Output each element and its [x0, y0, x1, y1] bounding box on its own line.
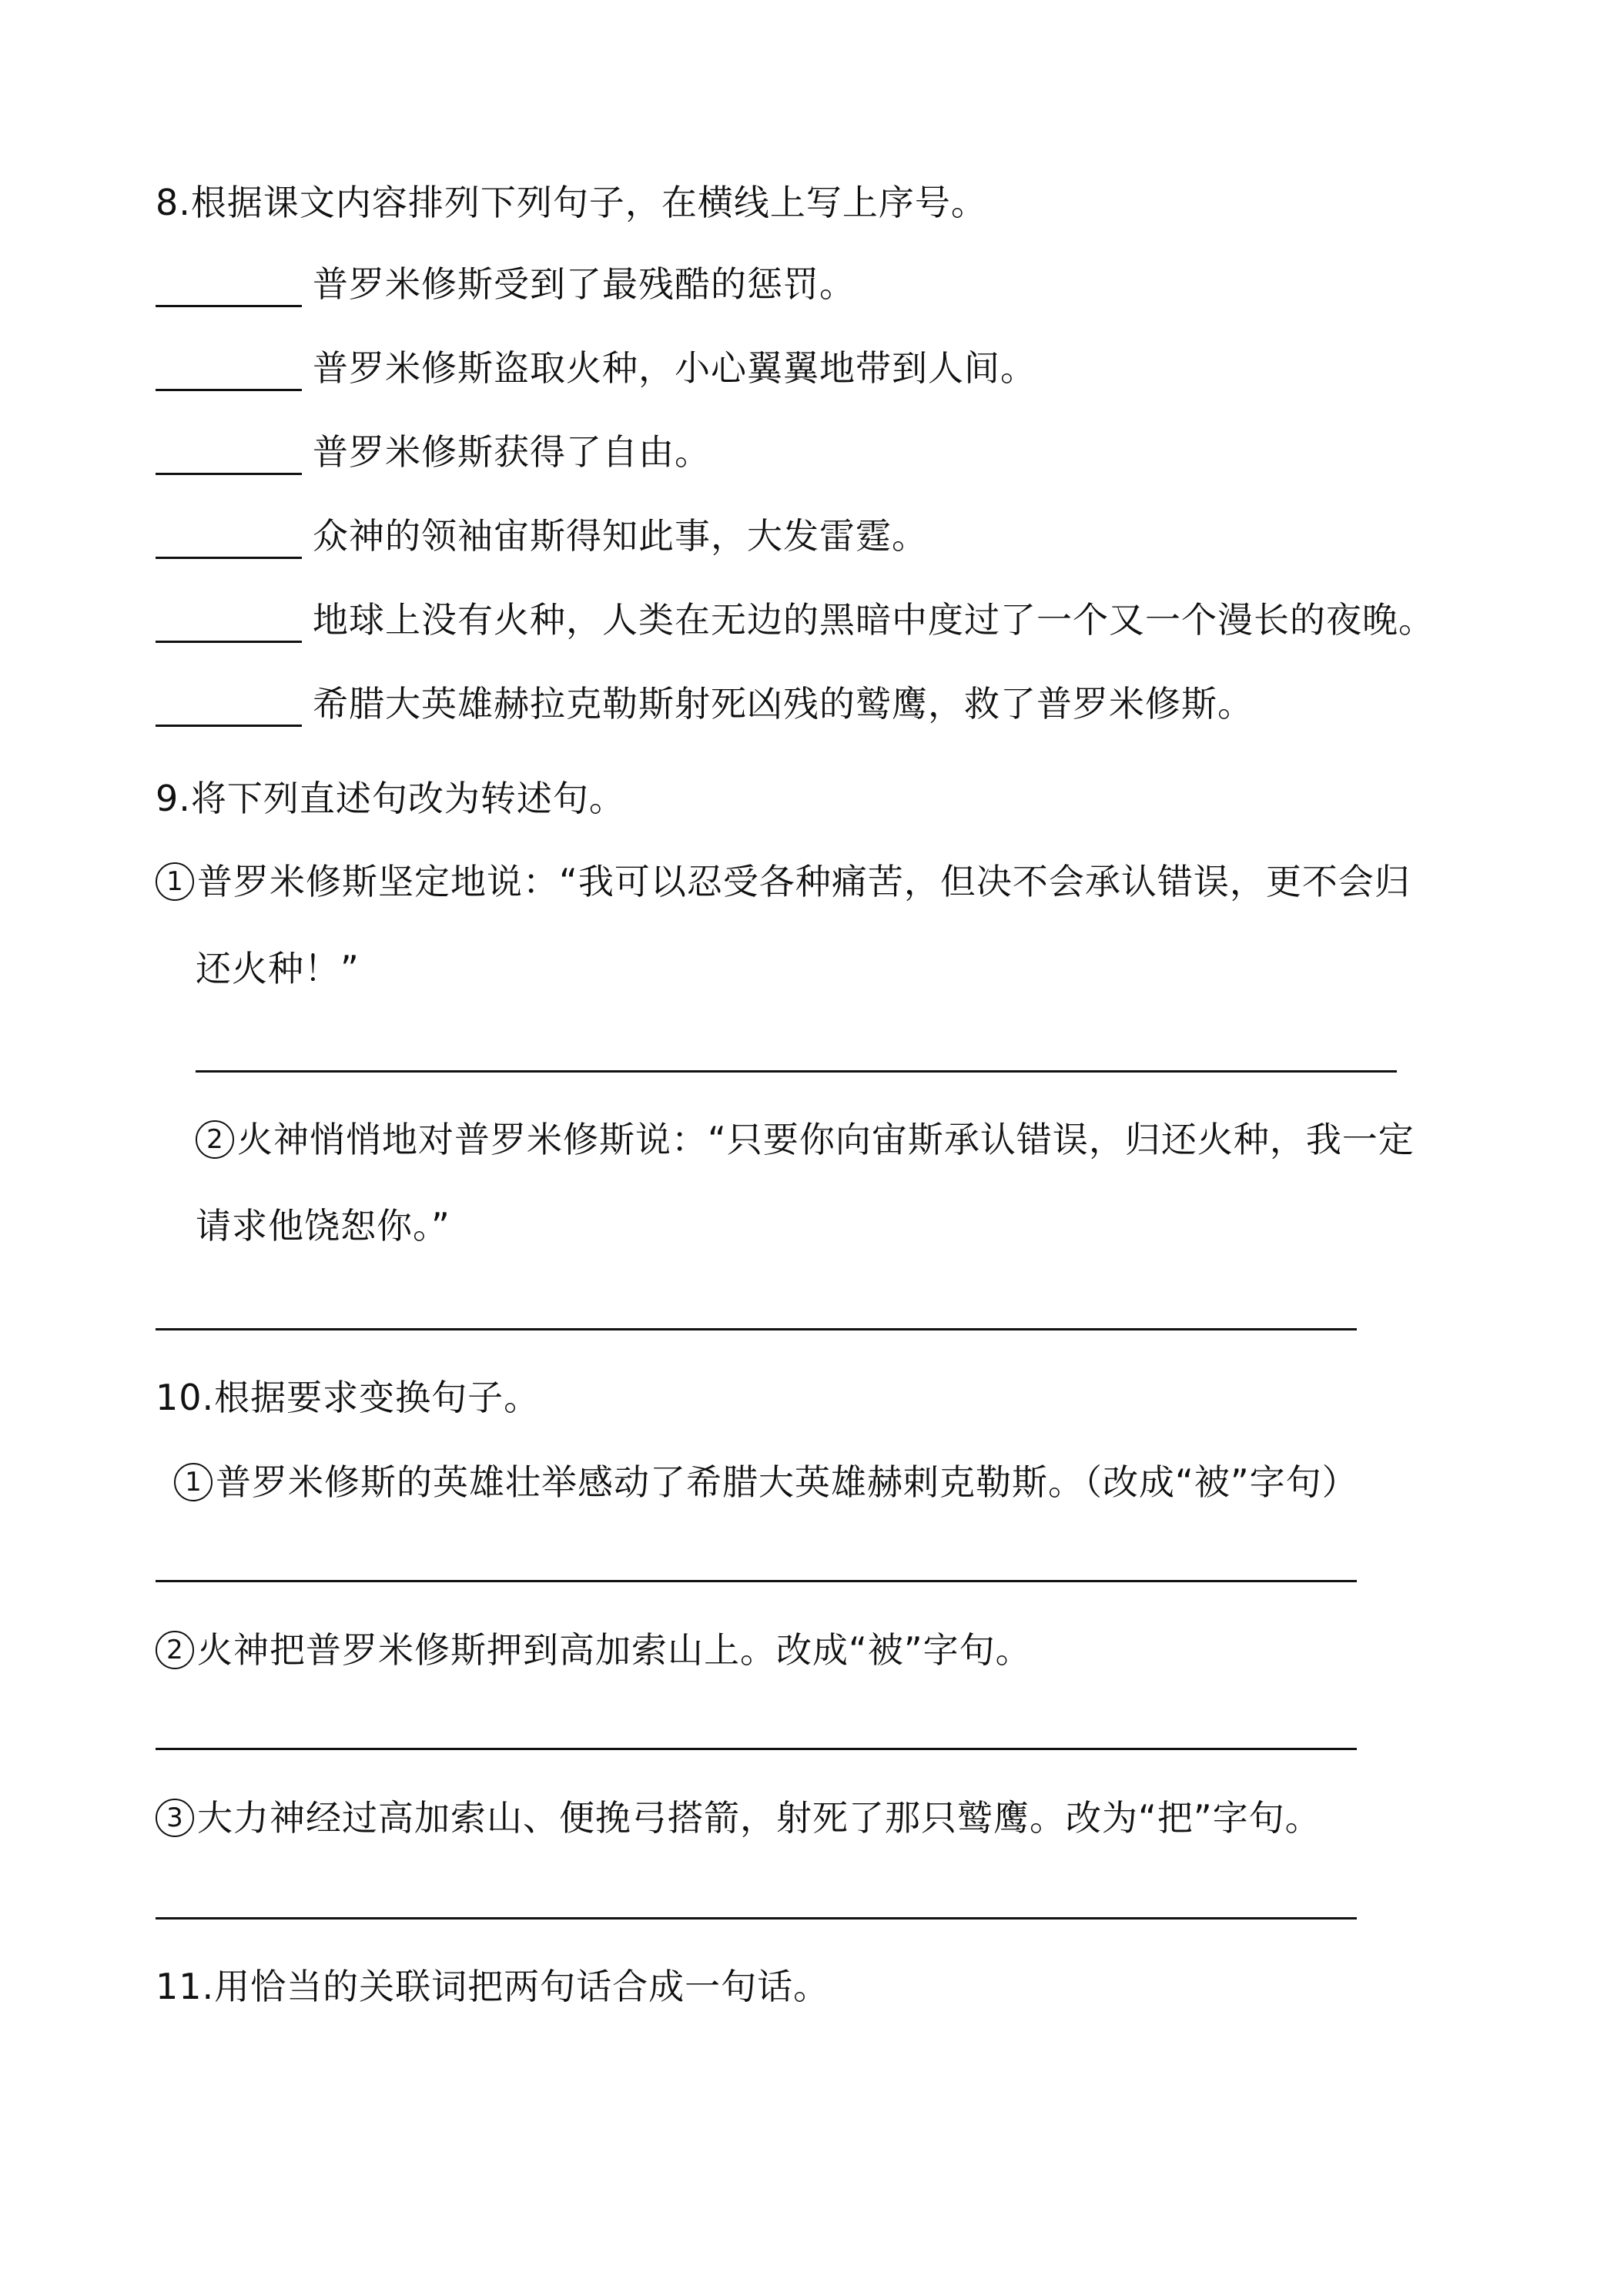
q9-item-1-line-1 [156, 858, 1411, 905]
q9-item-2-line-2: 请求他饶恕你。” [196, 1205, 450, 1247]
q8-item-5 [156, 597, 1435, 643]
q10-item-2 [156, 1627, 1032, 1673]
q8-item-text: 地球上没有火种，人类在无边的黑暗中度过了一个又一个漫长的夜晚。 [313, 599, 1435, 641]
q10-answer-line-2[interactable] [156, 1748, 1357, 1750]
q8-title: 8.根据课文内容排列下列句子，在横线上写上序号。 [156, 182, 987, 223]
q8-item-1 [156, 261, 856, 307]
q9-item-2-line-1 [196, 1116, 1415, 1163]
q9-item-1-line-2: 还火种！” [196, 948, 360, 989]
order-blank-1[interactable] [156, 271, 302, 307]
order-blank-4[interactable] [156, 523, 302, 559]
q10-item-1 [174, 1459, 1358, 1505]
circled-number-1-icon: 1 [156, 862, 194, 901]
q8-item-2 [156, 345, 1036, 391]
q10-item-3-text: 大力神经过高加索山、便挽弓搭箭，射死了那只鹫鹰。改为“把”字句。 [197, 1797, 1321, 1839]
q11-title: 11.用恰当的关联词把两句话合成一句话。 [156, 1966, 830, 2007]
circled-number-2-icon: 2 [196, 1120, 234, 1159]
circled-number-2-icon: 2 [156, 1631, 194, 1669]
q10-item-3 [156, 1795, 1321, 1841]
order-blank-3[interactable] [156, 439, 302, 475]
q10-answer-line-1[interactable] [156, 1580, 1357, 1582]
q8-item-3 [156, 429, 711, 475]
circled-number-3-icon: 3 [156, 1799, 194, 1837]
q9-answer-line-1[interactable] [196, 1070, 1397, 1073]
q8-item-4 [156, 513, 928, 559]
q8-item-text: 众神的领袖宙斯得知此事，大发雷霆。 [313, 515, 928, 557]
q8-item-text: 希腊大英雄赫拉克勒斯射死凶残的鹫鹰，救了普罗米修斯。 [313, 683, 1254, 725]
q8-item-6 [156, 681, 1254, 727]
q10-item-1-text: 普罗米修斯的英雄壮举感动了希腊大英雄赫剌克勒斯。（改成“被”字句） [216, 1461, 1358, 1503]
q10-title: 10.根据要求变换句子。 [156, 1377, 541, 1418]
q8-item-text: 普罗米修斯盗取火种，小心翼翼地带到人间。 [313, 347, 1036, 389]
q9-answer-line-2[interactable] [156, 1328, 1357, 1330]
order-blank-5[interactable] [156, 607, 302, 643]
q8-item-text: 普罗米修斯受到了最残酷的惩罚。 [313, 263, 856, 305]
q10-answer-line-3[interactable] [156, 1917, 1357, 1919]
order-blank-6[interactable] [156, 691, 302, 727]
q10-item-2-text: 火神把普罗米修斯押到高加索山上。改成“被”字句。 [197, 1629, 1032, 1671]
order-blank-2[interactable] [156, 355, 302, 391]
q9-item-2-text: 火神悄悄地对普罗米修斯说：“只要你向宙斯承认错误，归还火种，我一定 [237, 1119, 1415, 1160]
q9-item-1-text: 普罗米修斯坚定地说：“我可以忍受各种痛苦，但决不会承认错误，更不会归 [197, 861, 1411, 902]
q9-title: 9.将下列直述句改为转述句。 [156, 778, 625, 819]
q8-item-text: 普罗米修斯获得了自由。 [313, 431, 711, 473]
circled-number-1-icon: 1 [174, 1463, 213, 1501]
